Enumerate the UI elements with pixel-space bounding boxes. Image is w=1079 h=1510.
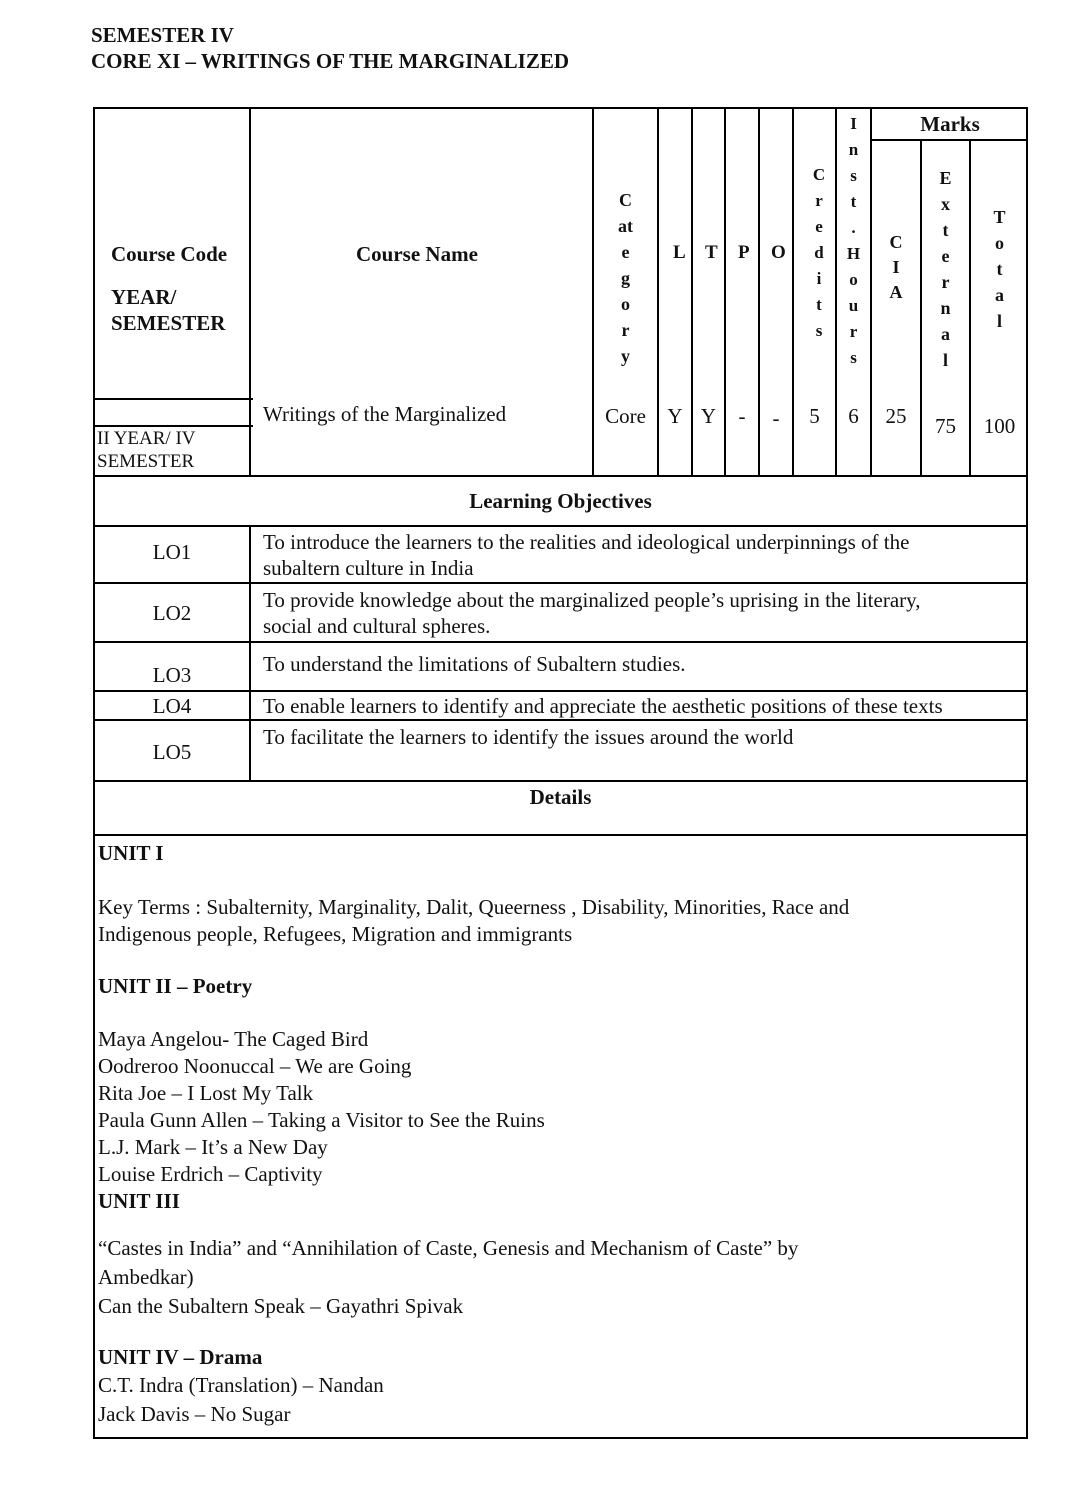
- l-value: Y: [667, 404, 683, 428]
- lo3-rule: [93, 690, 1028, 692]
- course-heading: CORE XI – WRITINGS OF THE MARGINALIZED: [91, 49, 570, 73]
- o-header: O: [771, 242, 786, 263]
- inst-hours-value: 6: [848, 404, 859, 428]
- head-bottom-rule: [93, 398, 253, 400]
- marks-divider: [870, 139, 1028, 141]
- unit1-heading: UNIT I: [98, 841, 164, 865]
- lo1-text: To introduce the learners to the realities and ideological underpinnings of the subaltern culture in India: [263, 530, 910, 580]
- lo5-code: LO5: [152, 740, 192, 764]
- p-header: P: [738, 242, 750, 263]
- o-value: -: [772, 406, 780, 430]
- p-value: -: [738, 404, 746, 428]
- l-header: L: [673, 242, 686, 263]
- credits-value: 5: [809, 404, 820, 428]
- lo3-text: To understand the limitations of Subaltern studies.: [263, 652, 686, 676]
- lo1-code: LO1: [152, 540, 192, 564]
- course-name-label: Course Name: [356, 242, 478, 266]
- course-name-value: Writings of the Marginalized: [263, 402, 507, 426]
- lo3-code: LO3: [152, 663, 192, 687]
- lo2-rule: [93, 641, 1028, 643]
- lo4-rule: [93, 719, 1028, 721]
- t-value: Y: [700, 404, 717, 428]
- lo2-code: LO2: [152, 601, 192, 625]
- cia-value: 25: [885, 404, 907, 428]
- col-rule-name: [249, 107, 251, 477]
- details-title: Details: [529, 785, 592, 809]
- unit4-heading: UNIT IV – Drama: [98, 1345, 263, 1369]
- year-label: YEAR/: [111, 285, 177, 309]
- total-value: 100: [983, 414, 1016, 438]
- external-value: 75: [935, 414, 956, 438]
- unit1-body: Key Terms : Subalternity, Marginality, Dalit, Queerness , Disability, Minorities, Race and Indigenous people, Refugees, Migration and immigrants: [98, 895, 850, 946]
- unit4-body: C.T. Indra (Translation) – Nandan Jack Davis – No Sugar: [98, 1373, 384, 1426]
- cia-header: C I A: [889, 232, 903, 302]
- lo4-text: To enable learners to identify and appreciate the aesthetic positions of these texts: [263, 694, 943, 718]
- unit2-heading: UNIT II – Poetry: [98, 974, 253, 998]
- semester-label: SEMESTER: [111, 311, 226, 335]
- lo4-code: LO4: [152, 694, 192, 718]
- lo5-rule: [93, 780, 1028, 782]
- unit2-body: Maya Angelou- The Caged Bird Oodreroo Noonuccal – We are Going Rita Joe – I Lost My Talk Paula Gunn Allen – Taking a Visitor to See the Ruins L.J. Mark – It’s a New Day Louise Erdrich – Captivity: [98, 1027, 545, 1186]
- marks-header: Marks: [920, 112, 980, 136]
- unit3-heading: UNIT III: [98, 1189, 180, 1213]
- category-value: Core: [605, 404, 646, 428]
- category-header: C at e g o r y: [618, 190, 633, 366]
- semester-heading: SEMESTER IV: [91, 23, 234, 47]
- external-header: E x t e r n a l: [939, 168, 952, 370]
- course-code-label: Course Code: [111, 242, 228, 266]
- lo-title: Learning Objectives: [469, 489, 652, 513]
- lo5-text: To facilitate the learners to identify the issues around the world: [263, 725, 794, 749]
- lo-title-rule: [93, 525, 1028, 527]
- inst-hours-header: I n s t . H o u r s: [846, 114, 861, 367]
- details-rule: [93, 834, 1028, 836]
- credits-header: C r e d i t s: [812, 165, 826, 340]
- total-header: T o t a l: [993, 207, 1006, 331]
- unit3-body: “Castes in India” and “Annihilation of Caste, Genesis and Mechanism of Caste” by Ambedkar) Can the Subaltern Speak – Gayathri Spivak: [98, 1236, 799, 1318]
- year-semester-value: II YEAR/ IV SEMESTER: [97, 428, 196, 472]
- lo2-text: To provide knowledge about the marginalized people’s uprising in the literary, social and cultural spheres.: [263, 588, 921, 638]
- t-header: T: [705, 242, 718, 263]
- lo1-rule: [93, 582, 1028, 584]
- course-row-rule: [93, 475, 1028, 477]
